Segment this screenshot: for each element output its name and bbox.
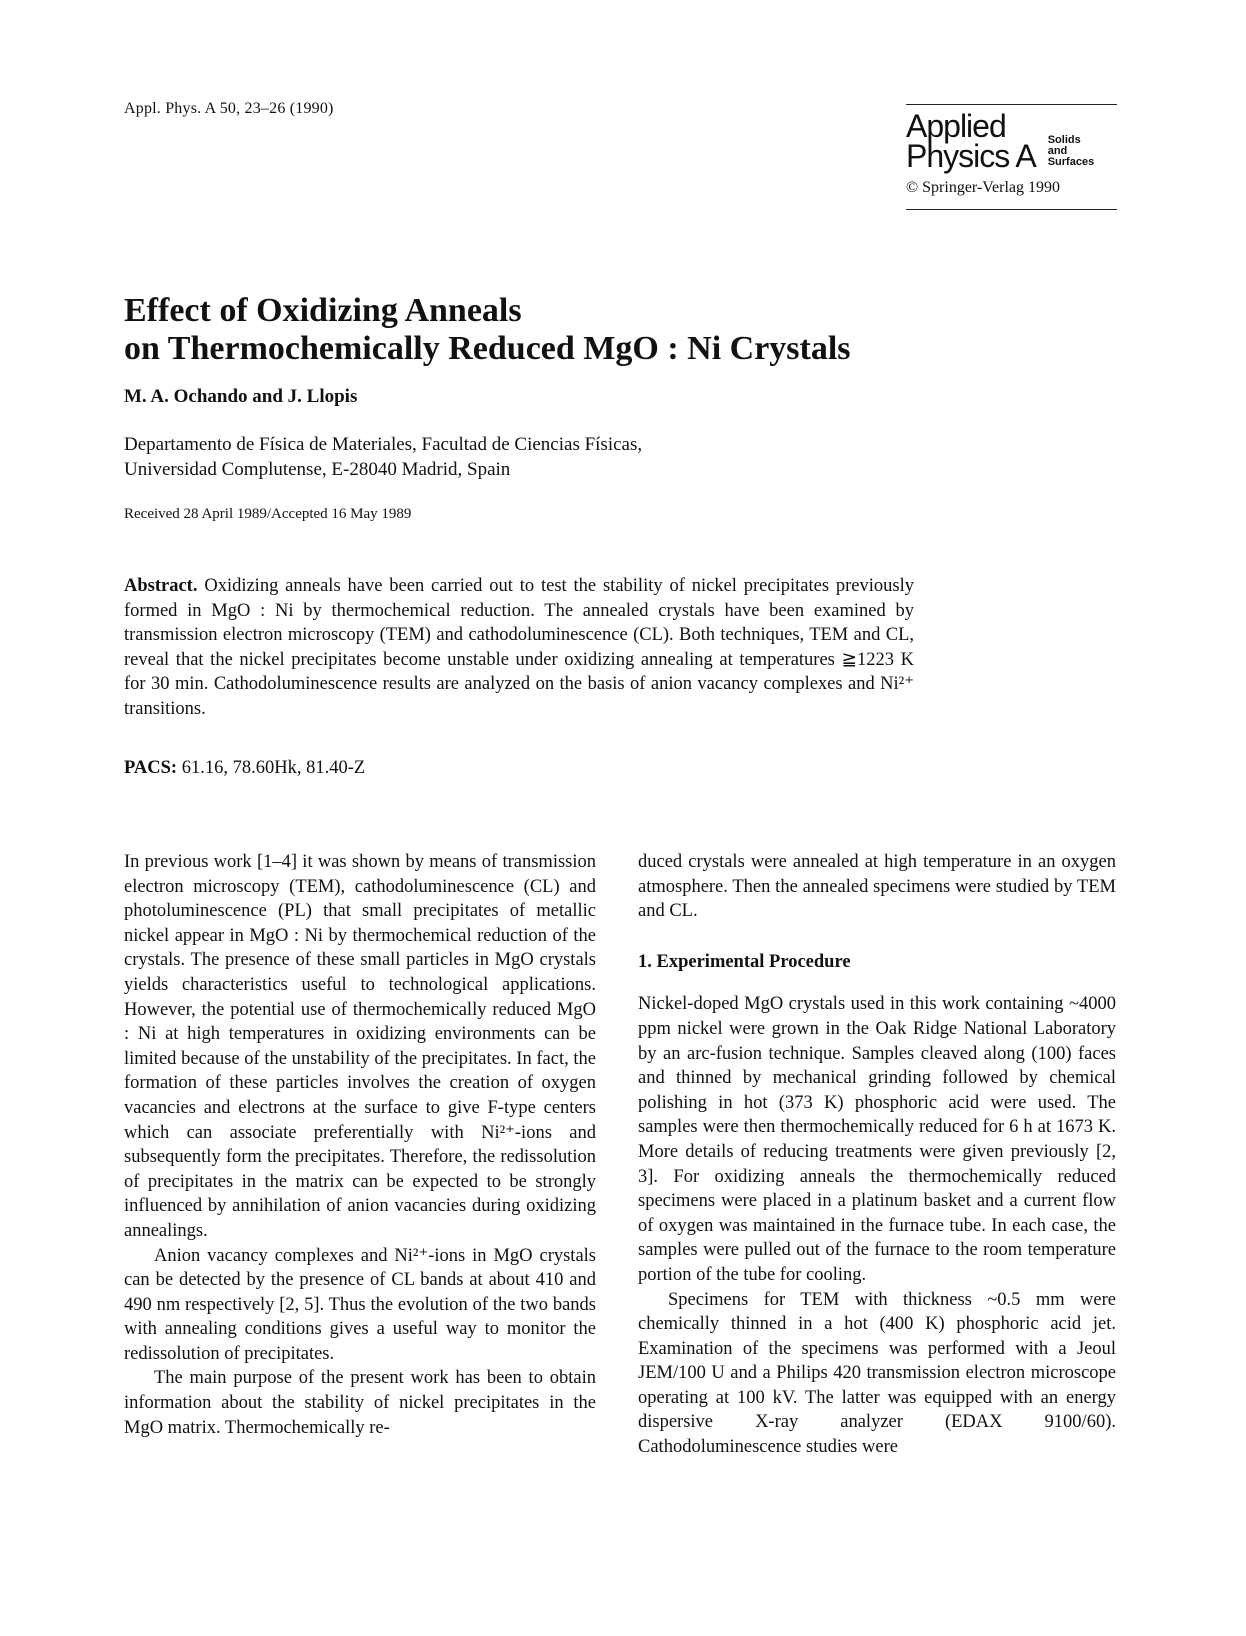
paper-title-line1: Effect of Oxidizing Anneals [124, 292, 522, 329]
journal-logo-wordmark [906, 108, 1036, 174]
abstract [124, 574, 914, 721]
journal-logo-line2: Physics A [906, 138, 1036, 174]
journal-logo-side1: Solids [1047, 133, 1081, 146]
abstract-label: Abstract. [124, 576, 198, 596]
body-column-right [638, 850, 1116, 1460]
pacs-text: 61.16, 78.60Hk, 81.40-Z [181, 758, 366, 778]
authors: M. A. Ochando and J. Llopis [124, 386, 358, 407]
journal-citation: Appl. Phys. A 50, 23–26 (1990) [124, 100, 334, 117]
body-paragraph: Specimens for TEM with thickness ~0.5 mm were chemically thinned in a hot (400 K) phosphoric acid jet. Examination of the specimens was performed with a Jeoul JEM/100 U and a Philips 420 transmission electron microscope operating at 100 kV. The latter was equipped with an energy dispersive X-ray analyzer (EDAX 9100/60). Cathodoluminescence studies were [638, 1289, 1116, 1458]
journal-logo-line1: Applied [906, 108, 1006, 144]
body-paragraph: The main purpose of the present work has been to obtain information about the stability of nickel precipitates in the MgO matrix. Thermochemically re- [124, 1368, 596, 1438]
journal-masthead [906, 104, 1117, 210]
journal-logo-side3: Surfaces [1047, 155, 1095, 168]
paper-title-line2: on Thermochemically Reduced MgO : Ni Crystals [124, 330, 851, 367]
journal-logo-side2: and [1047, 144, 1068, 157]
pacs-label: PACS: [124, 758, 178, 778]
body-paragraph: In previous work [1–4] it was shown by means of transmission electron microscopy (TEM), cathodoluminescence (CL) and photoluminescence (PL) that small precipitates of metallic nickel appear in MgO : Ni by thermochemical reduction of the crystals. The presence of these small particles in MgO crystals yields characteristics useful to technological applications. However, the potential use of thermochemically reduced MgO : Ni at high temperatures in oxidizing environments can be limited because of the unstability of the precipitates. In fact, the formation of these particles involves the creation of oxygen vacancies and electrons at the surface to give F-type centers which can associate preferentially with Ni²⁺-ions and subsequently form the precipitates. Therefore, the redissolution of precipitates in the matrix can be expected to be strongly influenced by annihilation of anion vacancies during oxidizing annealings. [124, 852, 596, 1241]
section-heading: 1. Experimental Procedure [638, 951, 851, 972]
body-paragraph: Anion vacancy complexes and Ni²⁺-ions in MgO crystals can be detected by the presence of CL bands at about 410 and 490 nm respectively [2, 5]. Thus the evolution of the two bands with annealing conditions gives a useful way to monitor the redissolution of precipitates. [124, 1245, 596, 1364]
paper-title [124, 292, 1124, 368]
body-paragraph: Nickel-doped MgO crystals used in this work containing ~4000 ppm nickel were grown in the Oak Ridge National Laboratory by an arc-fusion technique. Samples cleaved along (100) faces and thinned by mechanical grinding followed by chemical polishing in hot (373 K) phosphoric acid were used. The samples were then thermochemically reduced for 6 h at 1673 K. More details of reducing treatments were given previously [2, 3]. For oxidizing anneals the thermochemically reduced specimens were placed in a platinum basket and a current flow of oxygen was maintained in the furnace tube. In each case, the samples were pulled out of the furnace to the room temperature portion of the tube for cooling. [638, 994, 1116, 1285]
received-dates: Received 28 April 1989/Accepted 16 May 1989 [124, 506, 412, 522]
affiliation [124, 432, 642, 482]
affiliation-line2: Universidad Complutense, E-28040 Madrid, Spain [124, 459, 511, 480]
abstract-text: Oxidizing anneals have been carried out to test the stability of nickel precipitates previously formed in MgO : Ni by thermochemical reduction. The annealed crystals have been examined by transmission electron microscopy (TEM) and cathodoluminescence (CL). Both techniques, TEM and CL, reveal that the nickel precipitates become unstable under oxidizing annealing at temperatures ≧1223 K for 30 min. Cathodoluminescence results are analyzed on the basis of anion vacancy complexes and Ni²⁺ transitions. [124, 576, 914, 719]
copyright-notice: © Springer-Verlag 1990 [906, 179, 1061, 196]
pacs-codes [124, 758, 365, 779]
body-paragraph: duced crystals were annealed at high temperature in an oxygen atmosphere. Then the annealed specimens were studied by TEM and CL. [638, 852, 1116, 922]
affiliation-line1: Departamento de Física de Materiales, Facultad de Ciencias Físicas, [124, 434, 643, 455]
journal-logo [906, 108, 1117, 174]
body-column-left [124, 850, 596, 1440]
journal-logo-section [1048, 135, 1094, 168]
